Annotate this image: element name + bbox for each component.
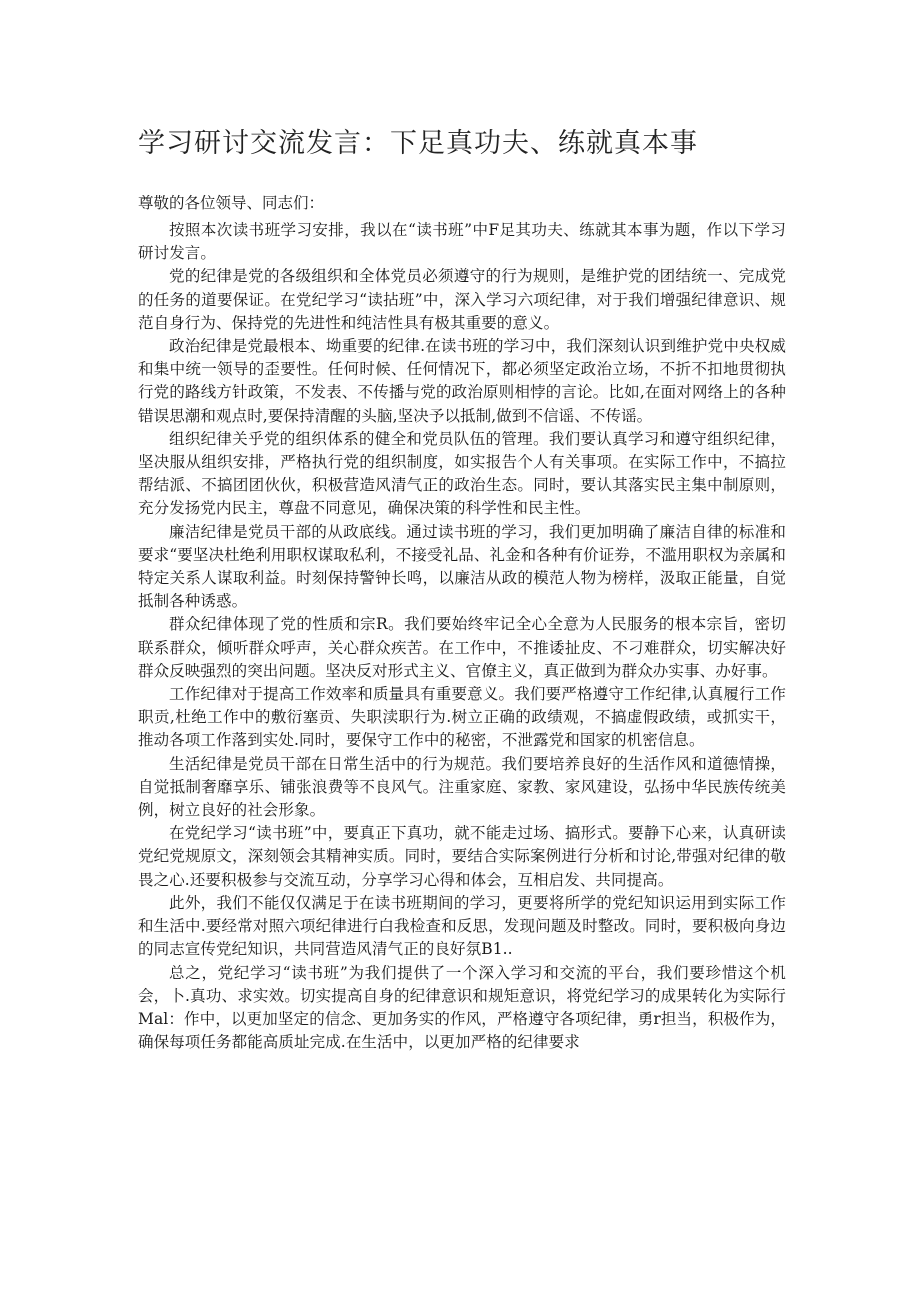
- paragraph: 廉洁纪律是党员干部的从政底线。通过读书班的学习，我们更加明确了廉洁自律的标准和要求“要坚决杜绝利用职权谋取私利，不接受礼品、礼金和各种有价证券，不滥用职权为亲属和特定关系人谋取利益。时刻保持警钟长鸣，以廉洁从政的模范人物为榜样，汲取正能量，自觉抵制各种诱惑。: [138, 522, 786, 611]
- paragraph: 工作纪律对于提高工作效率和质量具有重要意义。我们要严格遵守工作纪律,认真履行工作职贡,杜绝工作中的敷衍塞贡、失职渎职行为.树立正确的政绩观，不搞虚假政绩，或抓实干，推动各项工作落到实处.同时，要保守工作中的秘密，不泄露党和国家的机密信息。: [138, 685, 786, 750]
- paragraph: 此外，我们不能仅仅满足于在读书班期间的学习，更要将所学的党纪知识运用到实际工作和生活中.要经常对照六项纪律进行白我检查和反思，发现问题及时整改。同时，要积极向身边的同志宣传党纪知识，共同营造风清气正的良好氛B1..: [138, 893, 786, 959]
- document-title: 学习研讨交流发言：下足真功夫、练就真本事: [138, 128, 698, 159]
- salutation: 尊敬的各位领导、同志们：: [138, 194, 325, 212]
- paragraph: 生活纪律是党员干部在日常生活中的行为规范。我们要培养良好的生活作风和道德情操，自觉抵制奢靡享乐、铺张浪费等不良风气。注重家庭、家教、家风建设，弘扬中华民族传统美例，树立良好的社会形象。: [138, 754, 786, 820]
- paragraph: 群众纪律体现了党的性质和宗R。我们要始终牢记全心全意为人民服务的根本宗旨，密切联系群众，倾听群众呼声，关心群众疾苦。在工作中，不推诿扯皮、不刁难群众，切实解决好群众反映强烈的突出问题。坚决反对形式主义、官僚主义，真正做到为群众办实事、办好事。: [138, 615, 786, 680]
- paragraph: 党的纪律是党的各级组织和全体党员必须遵守的行为规则，是维护党的团结统一、完成党的任务的道要保证。在党纪学习“读拈班”中，深入学习六项纪律，对于我们增强纪律意识、规范自身行为、保持党的先进性和纯洁性具有极其重要的意义。: [138, 267, 786, 332]
- paragraph: 总之，党纪学习“读书班”为我们提供了一个深入学习和交流的平台，我们要珍惜这个机会，卜.真功、求实效。切实提高自身的纪律意识和规矩意识，将党纪学习的成果转化为实际行Mal：作中，以更加坚定的信念、更加务实的作风，严格遵守各项纪律，勇r担当，积极作为，确保每项任务都能高质址完成.在生活中，以更加严格的纪律要求: [138, 963, 786, 1052]
- paragraph: 在党纪学习“读书班”中，要真正下真功，就不能走过场、搞形式。要静下心来，认真研读党纪党规原文，深刻领会其精神实质。同时，要结合实际案例进行分析和讨论,带强对纪律的敬畏之心.还要积极参与交流互动，分享学习心得和体会，互相启发、共同提高。: [138, 824, 786, 889]
- paragraph: 政治纪律是党最根本、坳重要的纪律.在读书班的学习中，我们深刻认识到维护党中央权威和集中统一领导的歪要性。任何时候、任何情况下，都必须坚定政治立场，不折不扣地贯彻执行党的路线方针政策，不发表、不传播与党的政治原则相悖的言论。比如,在面对网络上的各种错误思潮和观点时,要保持清醒的头脑,坚决予以抵制,做到不信谣、不传谣。: [138, 337, 786, 425]
- paragraph: 按照本次读书班学习安排，我以在“读书班”中F足其功夫、练就其本事为题，作以下学习研讨发言。: [138, 221, 786, 263]
- paragraph: 组织纪律关乎党的组织体系的健全和党员队伍的管理。我们要认真学习和遵守组织纪律，坚决服从组织安排，严格执行党的组织制度，如实报告个人有关事项。在实际工作中，不搞拉帮结派、不搞团团伙伙，积极营造风清气正的政治生态。同时，要认其落实民主集中制原则，充分发扬党内民主，尊盘不同意见，确保决策的科学性和民主性。: [138, 429, 786, 518]
- document-page: [138, 124, 786, 1054]
